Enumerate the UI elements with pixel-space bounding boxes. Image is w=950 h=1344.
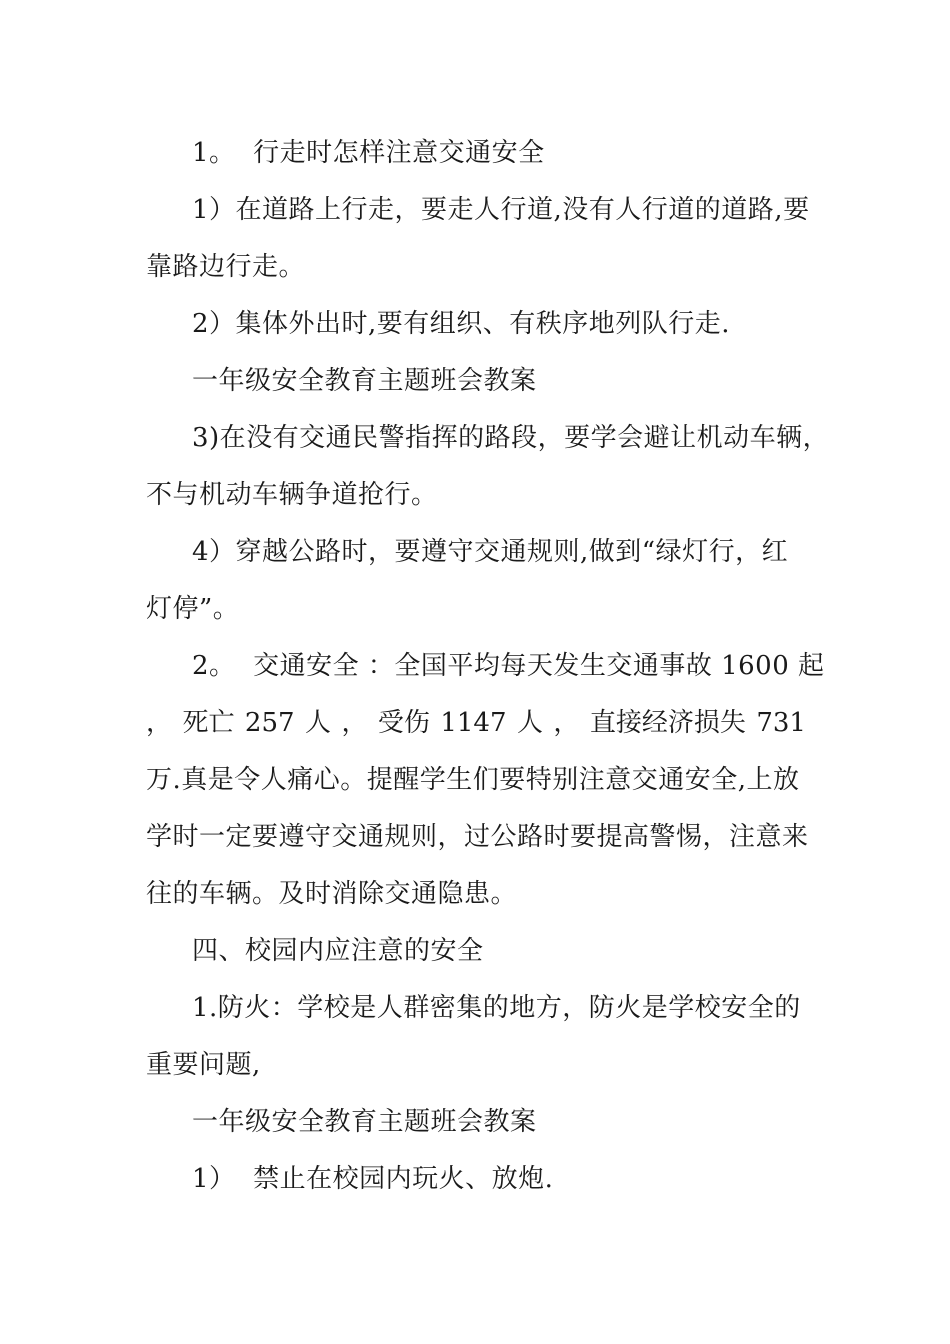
paragraph-line: 往的车辆。及时消除交通隐患。 (146, 879, 518, 909)
stat-token: 257 (244, 708, 295, 738)
paragraph-line: 3)在没有交通民警指挥的路段，要学会避让机动车辆， (192, 423, 830, 453)
paragraph-line: 4）穿越公路时，要遵守交通规则,做到“绿灯行，红 (192, 537, 789, 567)
stat-token: 731 (756, 708, 806, 738)
stat-token: 1147 (440, 708, 507, 738)
stat-token: ， (146, 708, 173, 738)
paragraph-line: 灯停”。 (146, 594, 240, 624)
paragraph-line: 1.防火：学校是人群密集的地方，防火是学校安全的 (192, 993, 801, 1023)
running-header: 一年级安全教育主题班会教案 (192, 366, 537, 396)
running-header: 一年级安全教育主题班会教案 (192, 1107, 537, 1137)
paragraph-line: 学时一定要遵守交通规则，过公路时要提高警惕，注意来 (146, 822, 809, 852)
paragraph-line: 靠路边行走。 (146, 252, 306, 282)
section-heading-traffic-safety: 2。 交通安全 ：全国平均每天发生交通事故 1600 起 (192, 651, 825, 681)
paragraph-line: 1）在道路上行走，要走人行道,没有人行道的道路,要 (192, 195, 810, 225)
stat-token: 人 (304, 708, 331, 738)
paragraph-line: 2）集体外出时,要有组织、有秩序地列队行走. (192, 309, 731, 339)
paragraph-line: 重要问题, (146, 1050, 261, 1080)
paragraph-line: 万.真是令人痛心。提醒学生们要特别注意交通安全,上放 (146, 765, 800, 795)
stat-token: 直接经济损失 (589, 708, 746, 738)
paragraph-line: 不与机动车辆争道抢行。 (146, 480, 438, 510)
section-heading-campus-safety: 四、校园内应注意的安全 (192, 936, 484, 966)
stat-token: 死亡 (182, 708, 235, 738)
stat-token: ， (341, 708, 368, 738)
paragraph-line: 1） 禁止在校园内玩火、放炮. (192, 1164, 554, 1194)
stat-token: 受伤 (377, 708, 430, 738)
statistics-line (146, 707, 806, 739)
stat-token: 人 (516, 708, 543, 738)
stat-token: ， (553, 708, 580, 738)
section-heading-walking-safety: 1。 行走时怎样注意交通安全 (192, 138, 545, 168)
